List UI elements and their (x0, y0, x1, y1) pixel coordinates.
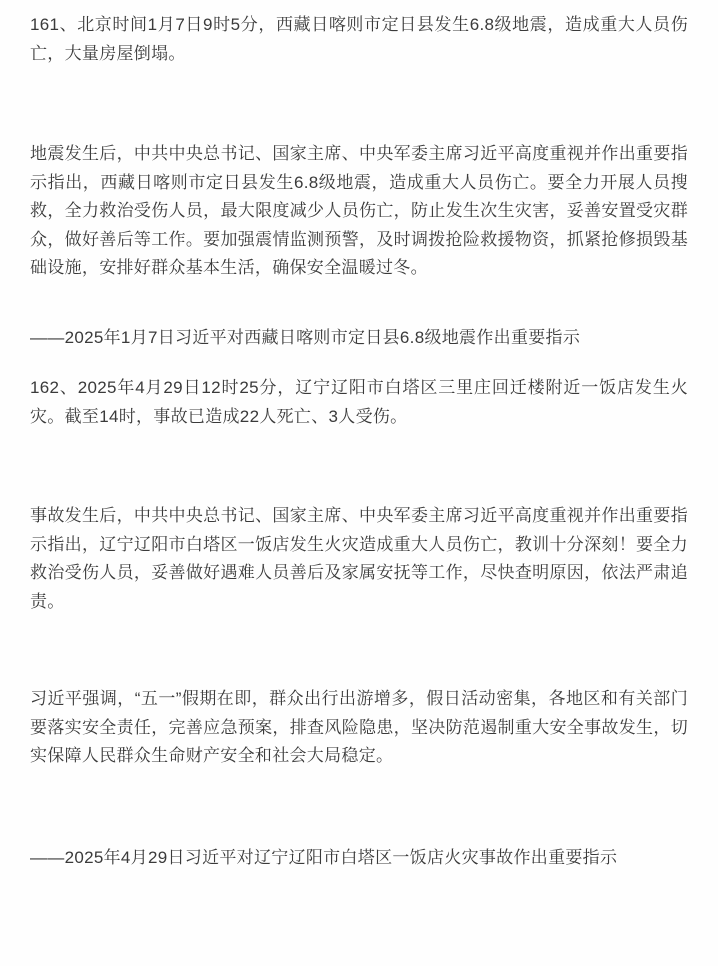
item-161-instruction-body: 地震发生后，中共中央总书记、国家主席、中央军委主席习近平高度重视并作出重要指示指出，西藏日喀则市定日县发生6.8级地震，造成重大人员伤亡。要全力开展人员搜救，全力救治受伤人员，最大限度减少人员伤亡，防止发生次生灾害，妥善安置受灾群众，做好善后等工作。要加强震情监测预警，及时调拨抢险救援物资，抓紧抢修损毁基础设施，安排好群众基本生活，确保安全温暖过冬。 (30, 144, 688, 277)
item-162-instruction-body: 事故发生后，中共中央总书记、国家主席、中央军委主席习近平高度重视并作出重要指示指出，辽宁辽阳市白塔区一饭店发生火灾造成重大人员伤亡，教训十分深刻！要全力救治受伤人员，妥善做好遇难人员善后及家属安抚等工作，尽快查明原因，依法严肃追责。 (30, 506, 688, 611)
item-162-attribution: ——2025年4月29日习近平对辽宁辽阳市白塔区一饭店火灾事故作出重要指示 (30, 847, 618, 867)
item-161-attribution: ——2025年1月7日习近平对西藏日喀则市定日县6.8级地震作出重要指示 (30, 327, 581, 347)
item-162-headline: 162、2025年4月29日12时25分，辽宁辽阳市白塔区三里庄回迁楼附近一饭店发生火灾。截至14时，事故已造成22人死亡、3人受伤。 (30, 378, 688, 426)
item-162-emphasis: 习近平强调，“五一”假期在即，群众出行出游增多，假日活动密集，各地区和有关部门要落实安全责任，完善应急预案，排查风险隐患，坚决防范遏制重大安全事故发生，切实保障人民群众生命财产安全和社会大局稳定。 (30, 689, 688, 765)
item-161-headline: 161、北京时间1月7日9时5分，西藏日喀则市定日县发生6.8级地震，造成重大人员伤亡，大量房屋倒塌。 (30, 15, 688, 63)
